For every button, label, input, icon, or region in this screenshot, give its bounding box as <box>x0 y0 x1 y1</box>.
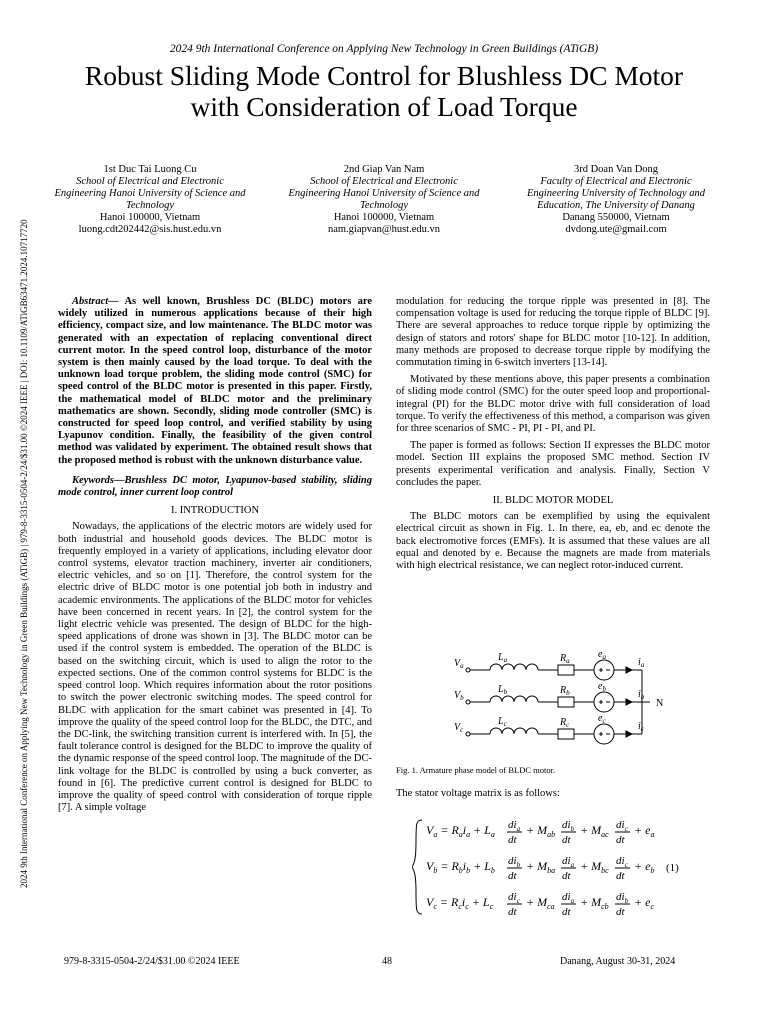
svg-text:dia: $di_a$ <box>562 855 575 869</box>
circuit-emf-source <box>594 692 614 712</box>
circuit-inductor-label: $L_b$ <box>498 684 508 696</box>
svg-text:+ Mab: + $M_{ab}$ <box>526 823 556 839</box>
author-block-1 <box>52 164 248 236</box>
author-email[interactable]: luong.cdt202442@sis.hust.edu.vn <box>78 224 222 235</box>
doi-sidebar: 2024 9th International Conference on Applying New Technology in Green Buildings (ATiGB) | 979-8-3315-0504-2/24/$31.00 ©2024 IEEE | DOI: 10.1109/ATiGB63471.2024.10717720 <box>19 219 29 888</box>
circuit-emf-source <box>594 724 614 744</box>
bldc-circuit-figure <box>450 650 680 755</box>
author-name: Duc Tai Luong Cu <box>118 164 197 175</box>
footer-location-date: Danang, August 30-31, 2024 <box>560 956 676 967</box>
author-affiliation: Faculty of Electrical and Electronic Engineering University of Technology and Education, The University of Danang <box>526 176 706 211</box>
circuit-node <box>466 700 470 704</box>
svg-text:dia: $di_a$ <box>562 891 575 905</box>
circuit-voltage-label: $V_a$ <box>454 658 464 670</box>
circuit-emf-label: $e_c$ <box>598 713 606 725</box>
right-paragraph-3: The paper is formed as follows: Section II expresses the BLDC motor model. Section III explains the proposed SMC method. Section IV presents experimental verification and analysis. Finally, Section V concludes the paper. <box>396 440 710 488</box>
author-affiliation: School of Electrical and Electronic Engineering Hanoi University of Science and Technology <box>288 176 480 211</box>
svg-text:dt: dt <box>562 870 571 882</box>
svg-text:dic: $di_c$ <box>508 891 520 905</box>
author-city: Hanoi 100000, Vietnam <box>99 212 201 223</box>
author-ordinal: 3rd <box>573 164 588 175</box>
right-paragraph-2: Motivated by these mentions above, this paper presents a combination of sliding mode control (SMC) for the outer speed loop and proportional-integral (PI) for the BLDC motor drive with full consideration of load torque. To verify the effectiveness of this method, a comparison was given for three scenarios of SMC - PI, PI - PI, and PI. <box>396 374 710 435</box>
svg-text:dt: dt <box>508 906 517 918</box>
svg-text:dib: $di_b$ <box>562 819 575 833</box>
svg-text:Va = Raia + La: $V_a = R_ai_a + L_a$ <box>426 823 495 839</box>
model-paragraph: The BLDC motors can be exemplified by using the equivalent electrical circuit as shown in Fig. 1. In there, ea, eb, and ec denote the back electromotive forces (EMFs). It is assumed that these values are all equal and denoted by e. Because the magnets are made from materials with high electrical resistance, we can neglect rotor-induced current. <box>396 511 710 572</box>
svg-text:+ Mcb: + $M_{cb}$ <box>580 895 609 911</box>
svg-text:+ Mba: + $M_{ba}$ <box>526 859 556 875</box>
circuit-node <box>466 732 470 736</box>
circuit-resistor <box>558 729 574 739</box>
author-name: Giap Van Nam <box>362 164 425 175</box>
svg-text:dt: dt <box>616 870 625 882</box>
author-block-2 <box>286 164 482 236</box>
right-paragraph-1: modulation for reducing the torque ripple was presented in [8]. The compensation voltage is used for reducing the torque ripple of BLDC [9]. There are several approaches to reduce torque ripple by optimizing the design of stators and rotors' shape for BLDC motor [10-12]. In addition, many methods are proposed to decrease torque ripple by modifying the commutation timing in 6-switch inverters [13-14]. <box>396 296 710 369</box>
circuit-neutral-label: N <box>656 698 664 709</box>
svg-text:dia: $di_a$ <box>508 819 521 833</box>
svg-text:dt: dt <box>616 906 625 918</box>
svg-text:dic: $di_c$ <box>616 855 628 869</box>
intro-paragraph: Nowadays, the applications of the electric motors are widely used for both industrial and household goods devices. The BLDC motor is frequently employed in a variety of applications, including elevator door control systems, elevator traction machinery, inverter air conditioners, electric vehicles, and so on [1]. Therefore, the control system for the electric drive of BLDC motor is one potential job both in industry and academic environments. The applications of the BLDC motor for vehicles have been concerned in recent years. In [2], the control system for the light electric vehicle was presented. The design of BLDC for the high-speed applications of drone was shown in [3]. The BLDC motor can be used if the control system is embedded. The operation of the BLDC is based on the switching circuit, which is used to align the rotor to the expected sections. One of the common control systems for BLDC is the speed control loop. Which requires information about the rotor positions to switch the power electronic switching modes. The speed control for BLDC with application for the smart cabinet was presented in [4]. To improve the quality of the speed control loop for the BLDC, the DTC, and the DC-link, the switching transition current is interfered with. In [5], the fault tolerance control is designed for the BLDC to improve the quality of the dynamic response of the speed control loop. The magnitude of the DC-link voltage for the BLDC is controlled by using a buck converter, as found in [6]. The predictive current control is designed for BLDC to improve the quality of speed control with consideration of torque ripple [7]. A simple voltage <box>58 521 372 814</box>
circuit-current-label: $i_b$ <box>638 689 645 701</box>
svg-text:dib: $di_b$ <box>508 855 521 869</box>
circuit-emf-label: $e_b$ <box>598 681 606 693</box>
abstract <box>58 296 372 467</box>
svg-text:+ Mca: + $M_{ca}$ <box>526 895 555 911</box>
svg-text:+ eb: + $e_b$ <box>634 859 655 875</box>
author-ordinal: 2nd <box>343 164 360 175</box>
svg-text:dt: dt <box>508 870 517 882</box>
circuit-emf-label: $e_a$ <box>598 650 606 661</box>
figure-caption: Fig. 1. Armature phase model of BLDC motor. <box>396 765 556 775</box>
svg-text:+ ec: + $e_c$ <box>634 895 654 911</box>
author-affiliation: School of Electrical and Electronic Engineering Hanoi University of Science and Technology <box>54 176 246 211</box>
equation-number: (1) <box>666 862 679 874</box>
svg-text:dt: dt <box>616 834 625 846</box>
circuit-current-arrow <box>626 667 632 673</box>
abstract-text: As well known, Brushless DC (BLDC) motors are widely utilized in numerous applications because of their high efficiency, compact size, and low maintenance. The BLDC motor was generated with an expectation of replacing conventional direct current motor. In the speed control loop, disturbance of the motor system is then mainly caused by the load torque. To deal with the unknown load torque problem, the sliding mode control (SMC) for speed control of the BLDC motor is presented in this paper. Firstly, the mathematical model of BLDC motor and the preliminary mathematics are shown. Secondly, sliding mode controller (SMC) is constructed for speed loop control, and verified stability by using Lyapunov condition. Finally, the feasibility of the given control method was validated by experiment. The obtained result shows that the proposed method is robust with the unknown disturbance value. <box>58 296 373 466</box>
author-name: Doan Van Dong <box>590 164 659 175</box>
svg-text:dib: $di_b$ <box>616 891 629 905</box>
circuit-node <box>466 668 470 672</box>
footer-copyright: 979-8-3315-0504-2/24/$31.00 ©2024 IEEE <box>64 956 240 967</box>
author-city: Hanoi 100000, Vietnam <box>333 212 435 223</box>
abstract-lead: Abstract— <box>72 296 119 307</box>
circuit-current-arrow <box>626 731 632 737</box>
conference-header: 2024 9th International Conference on Applying New Technology in Green Buildings (ATiGB) <box>169 43 599 55</box>
circuit-resistor-label: $R_a$ <box>560 653 570 665</box>
circuit-resistor <box>558 665 574 675</box>
circuit-inductor-label: $L_a$ <box>498 652 508 664</box>
circuit-inductor <box>490 664 538 670</box>
svg-text:Vb = Rbib + Lb: $V_b = R_bi_b + L_b$ <box>426 859 495 875</box>
author-email[interactable]: dvdong.ute@gmail.com <box>565 224 667 235</box>
stator-text: The stator voltage matrix is as follows: <box>396 788 560 799</box>
svg-text:dic: $di_c$ <box>616 819 628 833</box>
circuit-current-label: $i_a$ <box>638 657 645 669</box>
author-block-3 <box>518 164 714 236</box>
keywords: Keywords—Brushless DC motor, Lyapunov-based stability, sliding mode control, inner current loop control <box>58 474 372 499</box>
circuit-current-label: $i_c$ <box>638 721 644 733</box>
author-email[interactable]: nam.giapvan@hust.edu.vn <box>327 224 441 235</box>
svg-text:dt: dt <box>562 834 571 846</box>
footer-page-number: 48 <box>382 956 392 967</box>
right-column <box>396 296 710 572</box>
circuit-voltage-label: $V_c$ <box>454 722 464 734</box>
svg-text:dt: dt <box>562 906 571 918</box>
circuit-inductor-label: $L_c$ <box>498 716 507 728</box>
stator-equation <box>412 812 692 925</box>
left-column <box>58 296 372 814</box>
circuit-resistor-label: $R_c$ <box>560 717 570 729</box>
circuit-inductor <box>490 728 538 734</box>
circuit-resistor-label: $R_b$ <box>560 685 570 697</box>
section-1-heading: I. INTRODUCTION <box>170 505 260 517</box>
svg-text:Vc = Rcic + Lc: $V_c = R_ci_c + L_c$ <box>426 895 494 911</box>
svg-text:+ Mac: + $M_{ac}$ <box>580 823 609 839</box>
svg-text:dt: dt <box>508 834 517 846</box>
circuit-voltage-label: $V_b$ <box>454 690 464 702</box>
svg-text:+ ea: + $e_a$ <box>634 823 655 839</box>
section-2-heading: II. BLDC MOTOR MODEL <box>492 495 614 507</box>
paper-title: Robust Sliding Mode Control for Blushless DC Motor with Consideration of Load Torque <box>84 60 684 122</box>
circuit-resistor <box>558 697 574 707</box>
circuit-emf-source <box>594 660 614 680</box>
author-ordinal: 1st <box>103 164 116 175</box>
circuit-current-arrow <box>626 699 632 705</box>
circuit-inductor <box>490 696 538 702</box>
author-city: Danang 550000, Vietnam <box>562 212 670 223</box>
equation-graphic <box>412 812 692 922</box>
svg-text:+ Mbc: + $M_{bc}$ <box>580 859 609 875</box>
